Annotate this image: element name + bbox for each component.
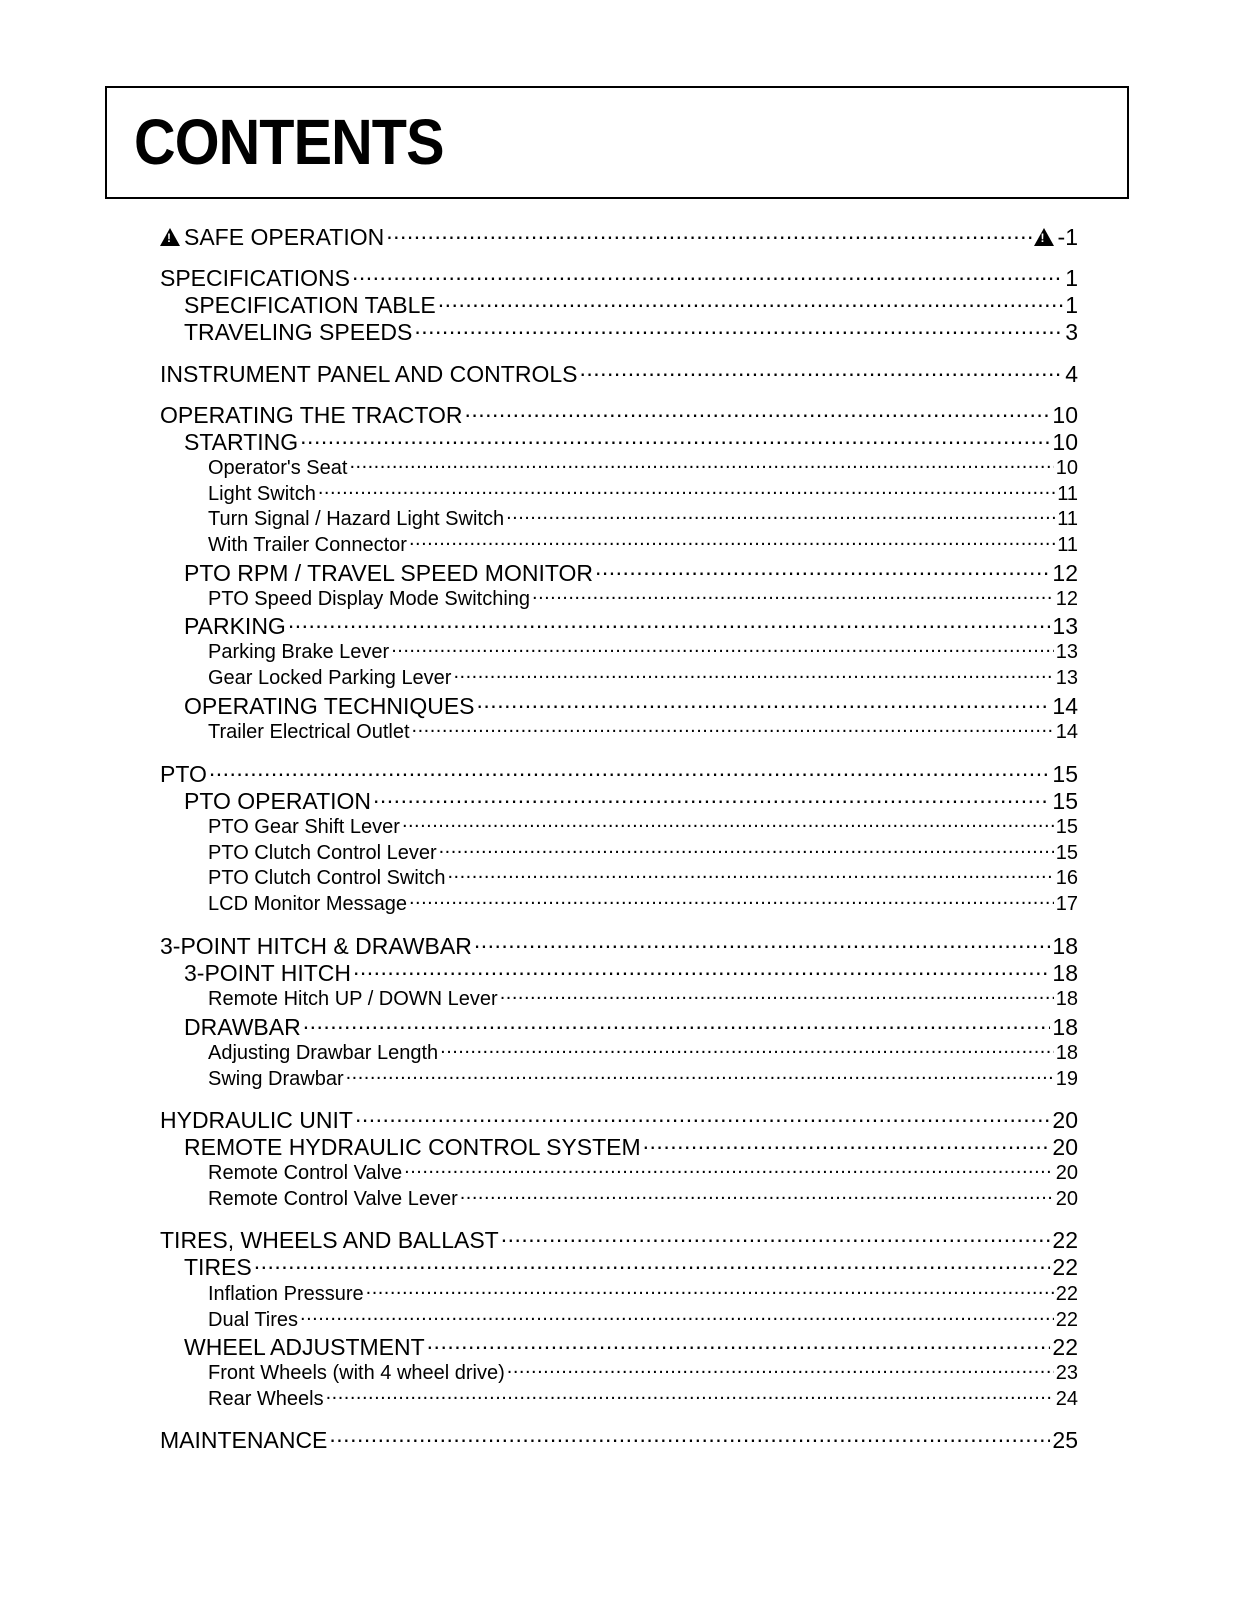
toc-page-number xyxy=(1057,534,1078,557)
dot-leader xyxy=(404,1159,1054,1179)
toc-entry[interactable] xyxy=(160,480,1078,506)
toc-page-number xyxy=(1052,1134,1078,1161)
toc-page-text: 23 xyxy=(1055,1362,1078,1384)
toc-entry-text: Operator's Seat xyxy=(208,457,348,479)
toc-entry[interactable] xyxy=(160,400,1078,429)
toc-entry-text: Swing Drawbar xyxy=(208,1068,344,1090)
toc-entry-label xyxy=(208,988,498,1011)
toc-page-text: 16 xyxy=(1055,867,1078,889)
toc-entry[interactable] xyxy=(160,718,1078,744)
toc-page-number xyxy=(1056,667,1078,690)
toc-page-number xyxy=(1056,1388,1078,1411)
toc-page-text: 19 xyxy=(1055,1068,1078,1090)
toc-page-number xyxy=(1056,1362,1078,1385)
toc-entry-text: Gear Locked Parking Lever xyxy=(208,667,452,689)
toc-entry-text: Remote Hitch UP / DOWN Lever xyxy=(208,988,498,1010)
toc-entry[interactable] xyxy=(160,1012,1078,1041)
dot-leader xyxy=(409,890,1054,910)
toc-entry-label xyxy=(208,893,407,916)
toc-entry-label xyxy=(208,1388,324,1411)
toc-entry-label xyxy=(208,1042,438,1065)
toc-page-number xyxy=(1052,429,1078,456)
toc-entry[interactable] xyxy=(160,1185,1078,1211)
dot-leader xyxy=(303,1012,1051,1035)
dot-leader xyxy=(355,1105,1050,1128)
toc-entry-text: Parking Brake Lever xyxy=(208,641,390,663)
toc-entry-text: HYDRAULIC UNIT xyxy=(160,1107,353,1133)
toc-entry-label xyxy=(184,1334,425,1361)
toc-page-number xyxy=(1034,224,1078,251)
toc-entry[interactable] xyxy=(160,222,1078,251)
toc-page-number xyxy=(1052,761,1078,788)
toc-entry-text: STARTING xyxy=(184,429,299,455)
toc-entry[interactable] xyxy=(160,931,1078,960)
toc-entry-text: OPERATING TECHNIQUES xyxy=(184,693,475,719)
toc-page-text: 22 xyxy=(1055,1283,1078,1305)
toc-page-text: 20 xyxy=(1052,1107,1078,1133)
toc-entry[interactable] xyxy=(160,263,1078,292)
toc-page-number xyxy=(1052,1014,1078,1041)
toc-page-text: 15 xyxy=(1055,816,1078,838)
toc-entry-label xyxy=(160,761,207,788)
toc-page-text: 20 xyxy=(1055,1162,1078,1184)
dot-leader xyxy=(326,1385,1054,1405)
toc-entry-text: MAINTENANCE xyxy=(160,1427,328,1453)
toc-page-text: 11 xyxy=(1057,508,1078,530)
toc-entry[interactable] xyxy=(160,1132,1078,1161)
toc-entry-text: SAFE OPERATION xyxy=(184,224,385,250)
toc-page-text: 4 xyxy=(1065,361,1078,387)
toc-entry[interactable] xyxy=(160,958,1078,987)
toc-page-number xyxy=(1056,1309,1078,1332)
toc-entry-text: Trailer Electrical Outlet xyxy=(208,721,410,743)
toc-page-text: 22 xyxy=(1055,1309,1078,1331)
toc-entry[interactable] xyxy=(160,1332,1078,1361)
toc-entry-label xyxy=(184,319,412,346)
toc-entry-label xyxy=(208,1362,505,1385)
dot-leader xyxy=(532,585,1054,605)
dot-leader xyxy=(474,931,1051,954)
dot-leader xyxy=(438,290,1063,313)
toc-entry[interactable] xyxy=(160,1385,1078,1411)
toc-entry-text: LCD Monitor Message xyxy=(208,893,407,915)
toc-page-text: 14 xyxy=(1052,693,1078,719)
toc-entry-label xyxy=(160,265,350,292)
toc-page-text: 13 xyxy=(1055,667,1078,689)
toc-entry[interactable] xyxy=(160,611,1078,640)
toc-entry-text: Remote Control Valve Lever xyxy=(208,1188,458,1210)
toc-entry-text: TIRES, WHEELS AND BALLAST xyxy=(160,1227,499,1253)
toc-entry[interactable] xyxy=(160,864,1078,890)
toc-entry-text: Light Switch xyxy=(208,483,316,505)
toc-page-number xyxy=(1052,933,1078,960)
toc-page-number xyxy=(1056,457,1078,480)
toc-page-number xyxy=(1052,560,1078,587)
dot-leader xyxy=(448,864,1054,884)
toc-entry-label xyxy=(184,292,436,319)
toc-page-number xyxy=(1052,402,1078,429)
toc-page-number xyxy=(1052,1254,1078,1281)
toc-page-text: 18 xyxy=(1052,1014,1078,1040)
toc-page-number xyxy=(1052,613,1078,640)
dot-leader xyxy=(353,958,1050,981)
toc-entry-text: TRAVELING SPEEDS xyxy=(184,319,413,345)
contents-title-box xyxy=(105,86,1129,199)
toc-entry-text: Remote Control Valve xyxy=(208,1162,403,1184)
toc-page-text: 24 xyxy=(1055,1388,1078,1410)
dot-leader xyxy=(595,558,1050,581)
toc-entry-label xyxy=(184,960,351,987)
toc-page-number xyxy=(1056,1188,1078,1211)
toc-entry-label xyxy=(208,1068,344,1091)
toc-entry-text: PTO OPERATION xyxy=(184,788,372,814)
dot-leader xyxy=(501,1225,1051,1248)
toc-entry[interactable] xyxy=(160,1159,1078,1185)
toc-entry-label xyxy=(208,1188,458,1211)
toc-page-number xyxy=(1056,588,1078,611)
toc-entry-text: With Trailer Connector xyxy=(208,534,407,556)
toc-entry[interactable] xyxy=(160,454,1078,480)
toc-page-text: 13 xyxy=(1055,641,1078,663)
dot-leader xyxy=(464,400,1050,423)
toc-entry-label xyxy=(184,1134,641,1161)
toc-page-text: 11 xyxy=(1057,534,1078,556)
toc-entry-label xyxy=(160,1107,353,1134)
toc-entry-label xyxy=(184,1254,252,1281)
toc-entry-label xyxy=(184,429,298,456)
toc-entry[interactable] xyxy=(160,1105,1078,1134)
toc-page-text: 11 xyxy=(1057,483,1078,505)
toc-entry-label xyxy=(208,588,530,611)
toc-page-number xyxy=(1056,842,1078,865)
toc-page-number xyxy=(1065,361,1078,388)
toc-entry[interactable] xyxy=(160,359,1078,388)
toc-page-text: 25 xyxy=(1052,1427,1078,1453)
toc-page-number xyxy=(1065,319,1078,346)
toc-entry-label xyxy=(160,361,577,388)
toc-page-number xyxy=(1052,960,1078,987)
toc-entry[interactable] xyxy=(160,290,1078,319)
toc-page-text: 22 xyxy=(1052,1254,1078,1280)
toc-entry-text: Adjusting Drawbar Length xyxy=(208,1042,439,1064)
toc-page-number xyxy=(1056,988,1078,1011)
toc-page-text: 22 xyxy=(1052,1227,1078,1253)
toc-entry-label xyxy=(208,867,446,890)
toc-page-number xyxy=(1065,292,1078,319)
toc-page-number xyxy=(1057,508,1078,531)
dot-leader xyxy=(402,813,1054,833)
toc-entry-text: PARKING xyxy=(184,613,286,639)
toc-page-number xyxy=(1056,893,1078,916)
dot-leader xyxy=(352,263,1063,286)
toc-entry-text: Dual Tires xyxy=(208,1309,299,1331)
toc-page-text: 17 xyxy=(1055,893,1078,915)
toc-entry[interactable] xyxy=(160,638,1078,664)
toc-entry[interactable] xyxy=(160,1039,1078,1065)
toc-entry[interactable] xyxy=(160,890,1078,916)
toc-page-number xyxy=(1056,641,1078,664)
toc-page-text: 18 xyxy=(1055,988,1078,1010)
toc-page-text: 12 xyxy=(1052,560,1078,586)
toc-page-number xyxy=(1056,867,1078,890)
toc-page-number xyxy=(1052,788,1078,815)
toc-entry-text: OPERATING THE TRACTOR xyxy=(160,402,463,428)
toc-entry-text: DRAWBAR xyxy=(184,1014,301,1040)
toc-entry-text: SPECIFICATIONS xyxy=(160,265,350,291)
toc-entry[interactable] xyxy=(160,505,1078,531)
toc-page-number xyxy=(1056,1042,1078,1065)
toc-entry-text: REMOTE HYDRAULIC CONTROL SYSTEM xyxy=(184,1134,641,1160)
dot-leader xyxy=(440,1039,1054,1059)
toc-entry-text: 3-POINT HITCH xyxy=(184,960,351,986)
toc-page-text: 12 xyxy=(1055,588,1078,610)
toc-entry[interactable] xyxy=(160,759,1078,788)
toc-page-number xyxy=(1052,1227,1078,1254)
toc-page-number xyxy=(1052,1427,1078,1454)
toc-entry[interactable] xyxy=(160,558,1078,587)
toc-page-number xyxy=(1057,483,1078,506)
toc-entry-text: Rear Wheels xyxy=(208,1388,324,1410)
toc-page-number xyxy=(1065,265,1078,292)
toc-page-text: 14 xyxy=(1055,721,1078,743)
dot-leader xyxy=(500,985,1054,1005)
warning-triangle-icon xyxy=(1034,228,1054,246)
dot-leader xyxy=(288,611,1051,634)
toc-entry-text: INSTRUMENT PANEL AND CONTROLS xyxy=(160,361,578,387)
toc-page-number xyxy=(1056,1283,1078,1306)
dot-leader xyxy=(254,1252,1051,1275)
dot-leader xyxy=(414,317,1063,340)
toc-entry-label xyxy=(160,402,462,429)
dot-leader xyxy=(391,638,1054,658)
dot-leader xyxy=(643,1132,1051,1155)
dot-leader xyxy=(477,691,1051,714)
toc-entry-label xyxy=(208,1309,298,1332)
toc-page-text: 20 xyxy=(1052,1134,1078,1160)
toc-entry[interactable] xyxy=(160,1225,1078,1254)
dot-leader xyxy=(439,839,1054,859)
toc-entry-label xyxy=(208,534,407,557)
toc-entry-text: PTO Clutch Control Lever xyxy=(208,842,437,864)
dot-leader xyxy=(349,454,1053,474)
toc-entry-text: Inflation Pressure xyxy=(208,1283,364,1305)
toc-entry[interactable] xyxy=(160,317,1078,346)
toc-page-text: 18 xyxy=(1055,1042,1078,1064)
toc-page-text: 15 xyxy=(1052,788,1078,814)
toc-page-text: 3 xyxy=(1065,319,1078,345)
toc-entry[interactable] xyxy=(160,985,1078,1011)
toc-page-number xyxy=(1052,1334,1078,1361)
toc-page-text: 18 xyxy=(1052,933,1078,959)
toc-entry[interactable] xyxy=(160,839,1078,865)
dot-leader xyxy=(300,1306,1054,1326)
warning-triangle-icon xyxy=(160,228,180,246)
toc-entry-label xyxy=(208,483,316,506)
toc-entry-label xyxy=(184,613,286,640)
page-title: CONTENTS xyxy=(134,106,444,178)
toc-page-number xyxy=(1056,721,1078,744)
dot-leader xyxy=(300,427,1050,450)
toc-page-text: 20 xyxy=(1055,1188,1078,1210)
toc-entry-label xyxy=(160,1427,327,1454)
toc-entry-text: PTO Clutch Control Switch xyxy=(208,867,446,889)
dot-leader xyxy=(579,359,1063,382)
toc-page-text: 10 xyxy=(1052,402,1078,428)
toc-page-number xyxy=(1056,1068,1078,1091)
toc-entry-label xyxy=(184,560,593,587)
toc-entry-label xyxy=(160,224,384,251)
toc-entry-text: PTO RPM / TRAVEL SPEED MONITOR xyxy=(184,560,593,586)
toc-entry-label xyxy=(160,1227,499,1254)
dot-leader xyxy=(329,1425,1050,1448)
toc-entry[interactable] xyxy=(160,427,1078,456)
toc-page-number xyxy=(1052,1107,1078,1134)
toc-entry-text: TIRES xyxy=(184,1254,252,1280)
dot-leader xyxy=(373,786,1050,809)
toc-entry-label xyxy=(184,788,371,815)
toc-page-text: 10 xyxy=(1052,429,1078,455)
toc-entry-label xyxy=(184,1014,301,1041)
toc-page-text: -1 xyxy=(1057,224,1078,250)
toc-page-text: 10 xyxy=(1055,457,1078,479)
dot-leader xyxy=(453,664,1053,684)
dot-leader xyxy=(386,222,1031,245)
toc-page-text: 13 xyxy=(1052,613,1078,639)
toc-entry-label xyxy=(208,1162,402,1185)
dot-leader xyxy=(507,1359,1054,1379)
dot-leader xyxy=(346,1065,1054,1085)
toc-entry-label xyxy=(208,842,437,865)
toc-entry-label xyxy=(208,816,400,839)
toc-entry-text: PTO Gear Shift Lever xyxy=(208,816,400,838)
toc-entry-label xyxy=(160,933,472,960)
toc-entry[interactable] xyxy=(160,1359,1078,1385)
dot-leader xyxy=(412,718,1054,738)
toc-entry-label xyxy=(208,457,347,480)
toc-entry[interactable] xyxy=(160,664,1078,690)
toc-entry[interactable] xyxy=(160,1425,1078,1454)
dot-leader xyxy=(409,531,1055,551)
toc-entry[interactable] xyxy=(160,585,1078,611)
toc-entry-text: PTO xyxy=(160,761,207,787)
dot-leader xyxy=(460,1185,1054,1205)
toc-entry[interactable] xyxy=(160,1252,1078,1281)
toc-entry-text: SPECIFICATION TABLE xyxy=(184,292,436,318)
toc-page-text: 15 xyxy=(1052,761,1078,787)
toc-entry-label xyxy=(208,721,410,744)
toc-entry[interactable] xyxy=(160,813,1078,839)
toc-entry[interactable] xyxy=(160,531,1078,557)
toc-entry[interactable] xyxy=(160,1306,1078,1332)
toc-entry-text: Front Wheels (with 4 wheel drive) xyxy=(208,1362,505,1384)
toc-page-text: 18 xyxy=(1052,960,1078,986)
toc-entry[interactable] xyxy=(160,786,1078,815)
dot-leader xyxy=(427,1332,1051,1355)
toc-entry-text: PTO Speed Display Mode Switching xyxy=(208,588,531,610)
dot-leader xyxy=(506,505,1055,525)
toc-entry-text: 3-POINT HITCH & DRAWBAR xyxy=(160,933,472,959)
toc-entry-label xyxy=(208,508,504,531)
toc-entry-text: WHEEL ADJUSTMENT xyxy=(184,1334,425,1360)
toc-entry-label xyxy=(208,1283,364,1306)
toc-entry[interactable] xyxy=(160,1065,1078,1091)
toc-page-text: 22 xyxy=(1052,1334,1078,1360)
toc-entry[interactable] xyxy=(160,691,1078,720)
dot-leader xyxy=(366,1280,1054,1300)
dot-leader xyxy=(209,759,1051,782)
toc-page-number xyxy=(1052,693,1078,720)
toc-entry-text: Turn Signal / Hazard Light Switch xyxy=(208,508,505,530)
toc-entry[interactable] xyxy=(160,1280,1078,1306)
toc-page-number xyxy=(1056,1162,1078,1185)
toc-entry-label xyxy=(184,693,475,720)
dot-leader xyxy=(318,480,1055,500)
toc-page-text: 15 xyxy=(1055,842,1078,864)
toc-page-number xyxy=(1056,816,1078,839)
toc-page-text: 1 xyxy=(1065,265,1078,291)
toc-page-text: 1 xyxy=(1065,292,1078,318)
toc-entry-label xyxy=(208,641,389,664)
toc-entry-label xyxy=(208,667,451,690)
